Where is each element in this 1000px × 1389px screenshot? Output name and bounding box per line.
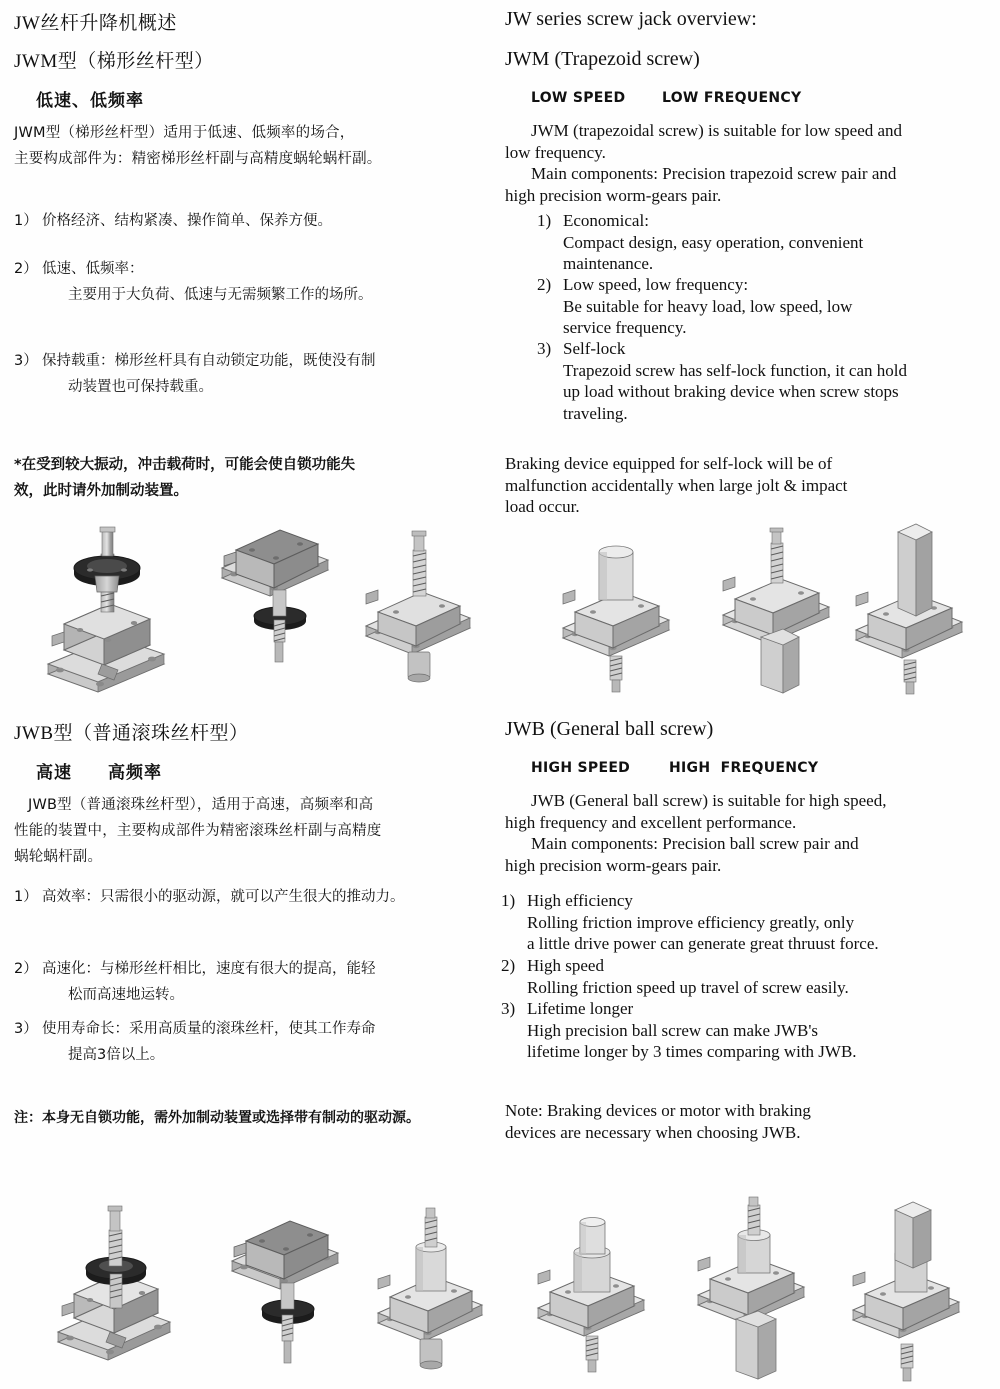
jwb-components-line1: Main components: Precision ball screw pair and xyxy=(531,834,859,853)
jwm-en-item-2 xyxy=(537,274,997,339)
jwm-en-item1-line2: maintenance. xyxy=(563,254,654,273)
jwb-en-item1-head: High efficiency xyxy=(527,891,633,910)
jwb-note-en xyxy=(505,1100,997,1143)
jwb-title-cn: JWB型（普通滚珠丝杆型） xyxy=(14,723,249,744)
jwm-intro-en-line1: JWM (trapezoidal screw) is suitable for low speed and xyxy=(531,121,903,140)
jwm-item1-number: 1） xyxy=(14,213,38,229)
jwm-en-item3-head: Self-lock xyxy=(563,339,626,358)
jwm-en-item1-line1: Compact design, easy operation, convenient xyxy=(563,232,864,252)
jwm-note-line1: *在受到较大振动，冲击载荷时，可能会使自锁功能失 xyxy=(14,457,356,473)
figure-jwb-jack-inverted-dark-disc xyxy=(218,1205,348,1380)
jwm-title-cn: JWM型（梯形丝杆型） xyxy=(14,51,214,72)
jwb-item2-number: 2） xyxy=(14,961,38,977)
jwm-braking-line3: load occur. xyxy=(505,497,580,516)
overview-title-en: JW series screw jack overview: xyxy=(505,8,757,30)
jwm-item1-line1: 价格经济、结构紧凑、操作简单、保养方便。 xyxy=(42,213,332,229)
jwm-item3-line2: 动装置也可保持载重。 xyxy=(68,379,213,395)
figure-jwm-jack-square-bottom-shaft xyxy=(715,525,840,700)
jwm-list-item-3 xyxy=(14,348,494,400)
figure-jwb-jack-square-column xyxy=(845,1192,975,1387)
jwb-en-item3-line1: High precision ball screw can make JWB's xyxy=(527,1020,819,1040)
jwb-en-item-2 xyxy=(501,955,1000,998)
jwb-en-item2-head: High speed xyxy=(527,956,604,975)
jwb-intro-en xyxy=(505,790,997,876)
figure-jwb-jack-telescopic-tube xyxy=(530,1200,655,1380)
jwb-list-item-2 xyxy=(14,956,494,1008)
jwb-en-item3-head: Lifetime longer xyxy=(527,999,634,1018)
figure-jwb-jack-square-bottom xyxy=(690,1195,820,1385)
jwb-en-item-1 xyxy=(501,890,1000,955)
jwb-subtitle-high-speed: HIGH SPEED xyxy=(531,760,631,776)
jwb-item1-line1: 高效率：只需很小的驱动源，就可以产生很大的推动力。 xyxy=(42,889,405,905)
jwb-en-item2-number: 2) xyxy=(501,956,516,975)
figure-jwm-jack-dark-topplate xyxy=(38,524,188,699)
jwm-item2-line1: 低速、低频率： xyxy=(42,261,144,277)
jwm-en-item2-head: Low speed, low frequency: xyxy=(563,275,749,294)
jwm-braking-line2: malfunction accidentally when large jolt & impact xyxy=(505,475,848,495)
jwm-en-item1-head: Economical: xyxy=(563,211,649,230)
jwm-item2-line2: 主要用于大负荷、低速与无需频繁工作的场所。 xyxy=(68,287,373,303)
jwm-en-item-3 xyxy=(537,338,1000,424)
jwm-braking-line1: Braking device equipped for self-lock will be of xyxy=(505,454,833,473)
jwb-item2-line2: 松而高速地运转。 xyxy=(68,987,184,1003)
jwb-subtitle-high-frequency: HIGH FREQUENCY xyxy=(669,760,819,776)
jwm-intro-cn xyxy=(14,120,494,172)
jwb-note-cn: 注：本身无自锁功能，需外加制动装置或选择带有制动的驱动源。 xyxy=(14,1110,420,1126)
jwm-components-line2: high precision worm-gears pair. xyxy=(505,185,722,205)
jwm-intro-line1: JWM型（梯形丝杆型）适用于低速、低频率的场合， xyxy=(14,125,355,141)
jwm-intro-en-line2: low frequency. xyxy=(505,142,606,162)
jwm-subtitle-low-frequency: LOW FREQUENCY xyxy=(662,90,802,106)
figure-jwb-jack-dark-disc xyxy=(48,1200,193,1380)
jwm-item3-number: 3） xyxy=(14,353,38,369)
jwb-intro-en-line2: high frequency and excellent performance. xyxy=(505,812,797,832)
jwm-en-item3-line2: up load without braking device when screw stops xyxy=(563,382,899,401)
jwm-en-item2-line1: Be suitable for heavy load, low speed, low xyxy=(563,296,853,316)
jwb-item3-line1: 使用寿命长：采用高质量的滚珠丝杆，使其工作寿命 xyxy=(42,1021,376,1037)
jwb-list-item-3 xyxy=(14,1016,494,1068)
jwm-item2-number: 2） xyxy=(14,261,38,277)
figure-jwm-jack-inverted-mount xyxy=(208,520,338,685)
jwm-en-item3-number: 3) xyxy=(537,339,552,358)
jwb-en-item3-number: 3) xyxy=(501,999,516,1018)
jwb-item3-line2: 提高3倍以上。 xyxy=(68,1047,165,1063)
jwm-components-line1: Main components: Precision trapezoid screw pair and xyxy=(531,164,897,183)
jwb-en-item1-number: 1) xyxy=(501,891,516,910)
jwb-intro-cn xyxy=(14,792,494,870)
jwb-intro-line2: 性能的装置中，主要构成部件为精密滚珠丝杆副与高精度 xyxy=(14,823,382,839)
jwm-subtitle-low-speed: LOW SPEED xyxy=(531,90,626,106)
jwm-intro-en xyxy=(505,120,997,206)
jwb-en-item3-line2: lifetime longer by 3 times comparing with JWB. xyxy=(527,1042,857,1061)
jwb-intro-line1: JWB型（普通滚珠丝杆型），适用于高速，高频率和高 xyxy=(28,797,374,813)
jwb-en-item1-line2: a little drive power can generate great thruust force. xyxy=(527,934,879,953)
jwb-subtitle-cn: 高速 高频率 xyxy=(36,763,162,783)
jwm-en-item3-line1: Trapezoid screw has self-lock function, it can hold xyxy=(563,360,908,380)
jwm-subtitle-cn: 低速、低频率 xyxy=(36,91,144,111)
jwm-en-item2-line2: service frequency. xyxy=(563,318,687,337)
jwm-intro-line2: 主要构成部件为：精密梯形丝杆副与高精度蜗轮蜗杆副。 xyxy=(14,151,382,167)
jwm-en-item2-number: 2) xyxy=(537,275,552,294)
jwb-intro-line3: 蜗轮蜗杆副。 xyxy=(14,849,103,865)
figure-jwb-jack-tube-cover xyxy=(370,1205,490,1380)
jwb-item2-line1: 高速化：与梯形丝杆相比，速度有很大的提高，能轻 xyxy=(42,961,376,977)
jwm-en-item-1 xyxy=(537,210,997,275)
jwb-en-item1-line1: Rolling friction improve efficiency greatly, only xyxy=(527,912,855,932)
jwm-note-line2: 效，此时请外加制动装置。 xyxy=(14,483,188,499)
overview-title-cn: JW丝杆升降机概述 xyxy=(14,13,177,34)
jwm-list-item-1 xyxy=(14,208,494,234)
jwb-list-item-1 xyxy=(14,884,504,910)
jwm-warning-note-cn xyxy=(14,452,494,504)
jwb-item1-number: 1） xyxy=(14,889,38,905)
jwb-en-item2-line1: Rolling friction speed up travel of screw easily. xyxy=(527,977,849,997)
jwb-components-line2: high precision worm-gears pair. xyxy=(505,855,722,875)
figure-jwm-jack-protective-tube xyxy=(555,530,680,700)
jwm-en-item1-number: 1) xyxy=(537,211,552,230)
figure-jwm-jack-square-top-column xyxy=(848,518,973,698)
jwb-title-en: JWB (General ball screw) xyxy=(505,718,714,740)
jwb-item3-number: 3） xyxy=(14,1021,38,1037)
jwb-en-item-3 xyxy=(501,998,1000,1063)
jwm-braking-note-en xyxy=(505,453,997,518)
jwm-item3-line1: 保持载重：梯形丝杆具有自动锁定功能，既使没有制 xyxy=(42,353,376,369)
jwb-note-en-line2: devices are necessary when choosing JWB. xyxy=(505,1122,801,1142)
jwb-intro-en-line1: JWB (General ball screw) is suitable for high speed, xyxy=(531,791,887,810)
jwb-note-en-line1: Note: Braking devices or motor with braking xyxy=(505,1101,811,1120)
figure-jwm-jack-short-screw xyxy=(358,528,478,693)
jwm-en-item3-line3: traveling. xyxy=(563,403,628,423)
jwm-title-en: JWM (Trapezoid screw) xyxy=(505,48,700,70)
jwm-list-item-2 xyxy=(14,256,494,308)
